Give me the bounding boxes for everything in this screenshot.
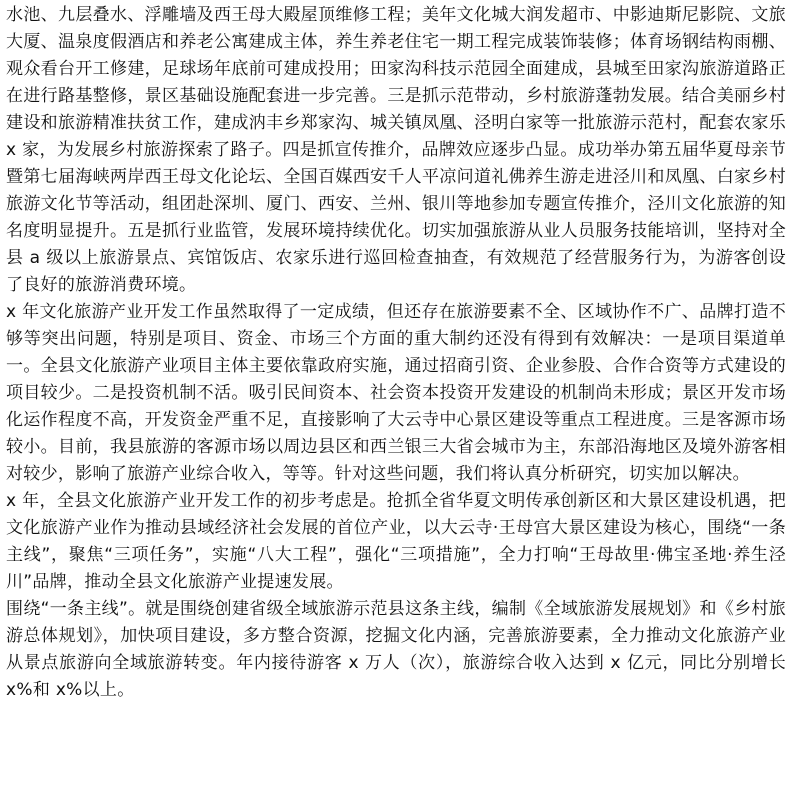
paragraph-achievements: 水池、九层叠水、浮雕墙及西王母大殿屋顶维修工程；美年文化城大润发超市、中影迪斯尼影院、文旅大厦、温泉度假酒店和养老公寓建成主体，养生养老住宅一期工程完成装饰装修；体育场钢结构雨棚、观众看台开工修建，足球场年底前可建成投用；田家沟科技示范园全面建成，县城至田家沟旅游道路正在进行路基整修，景区基础设施配套进一步完善。三是抓示范带动，乡村旅游蓬勃发展。结合美丽乡村建设和旅游精准扶贫工作，建成汭丰乡郑家沟、城关镇凤凰、泾明白家等一批旅游示范村，配套农家乐 x 家，为发展乡村旅游探索了路子。四是抓宣传推介，品牌效应逐步凸显。成功举办第五届华夏母亲节暨第七届海峡两岸西王母文化论坛、全国百媒西安千人平凉问道礼佛养生游走进泾川和凤凰、白家乡村旅游文化节等活动，组团赴深圳、厦门、西安、兰州、银川等地参加专题宣传推介，泾川文化旅游的知名度明显提升。五是抓行业监管，发展环境持续优化。切实加强旅游从业人员服务技能培训，坚持对全县 a 级以上旅游景点、宾馆饭店、农家乐进行巡回检查抽查，有效规范了经营服务行为，为游客创设了良好的旅游消费环境。	[6, 5, 786, 295]
paragraph-problems: x 年文化旅游产业开发工作虽然取得了一定成绩，但还存在旅游要素不全、区域协作不广、品牌打造不够等突出问题，特别是项目、资金、市场三个方面的重大制约还没有得到有效解决：一是项目渠道单一。全县文化旅游产业项目主体主要依靠政府实施，通过招商引资、企业参股、合作合资等方式建设的项目较少。二是投资机制不活。吸引民间资本、社会资本投资开发建设的机制尚未形成；景区开发市场化运作程度不高，开发资金严重不足，直接影响了大云寺中心景区建设等重点工程进度。三是客源市场较小。目前，我县旅游的客源市场以周边县区和西兰银三大省会城市为主，东部沿海地区及境外游客相对较少，影响了旅游产业综合收入，等等。针对这些问题，我们将认真分析研究，切实加以解决。	[6, 302, 786, 484]
cut-off-next-line	[6, 794, 786, 800]
paragraph-main-line: 围绕“一条主线”。就是围绕创建省级全域旅游示范县这条主线，编制《全域旅游发展规划》和《乡村旅游总体规划》，加快项目建设，多方整合资源，挖掘文化内涵，完善旅游要素，全力推动文化旅游产业从景点旅游向全域旅游转变。年内接待游客 x 万人（次），旅游综合收入达到 x 亿元，同比分别增长 x%和 x%以上。	[6, 599, 786, 700]
paragraph-plan: x 年，全县文化旅游产业开发工作的初步考虑是。抢抓全省华夏文明传承创新区和大景区建设机遇，把文化旅游产业作为推动县域经济社会发展的首位产业，以大云寺·王母宫大景区建设为核心，围绕“一条主线”，聚焦“三项任务”，实施“八大工程”，强化“三项措施”，全力打响“王母故里·佛宝圣地·养生泾川”品牌，推动全县文化旅游产业提速发展。	[6, 491, 786, 592]
